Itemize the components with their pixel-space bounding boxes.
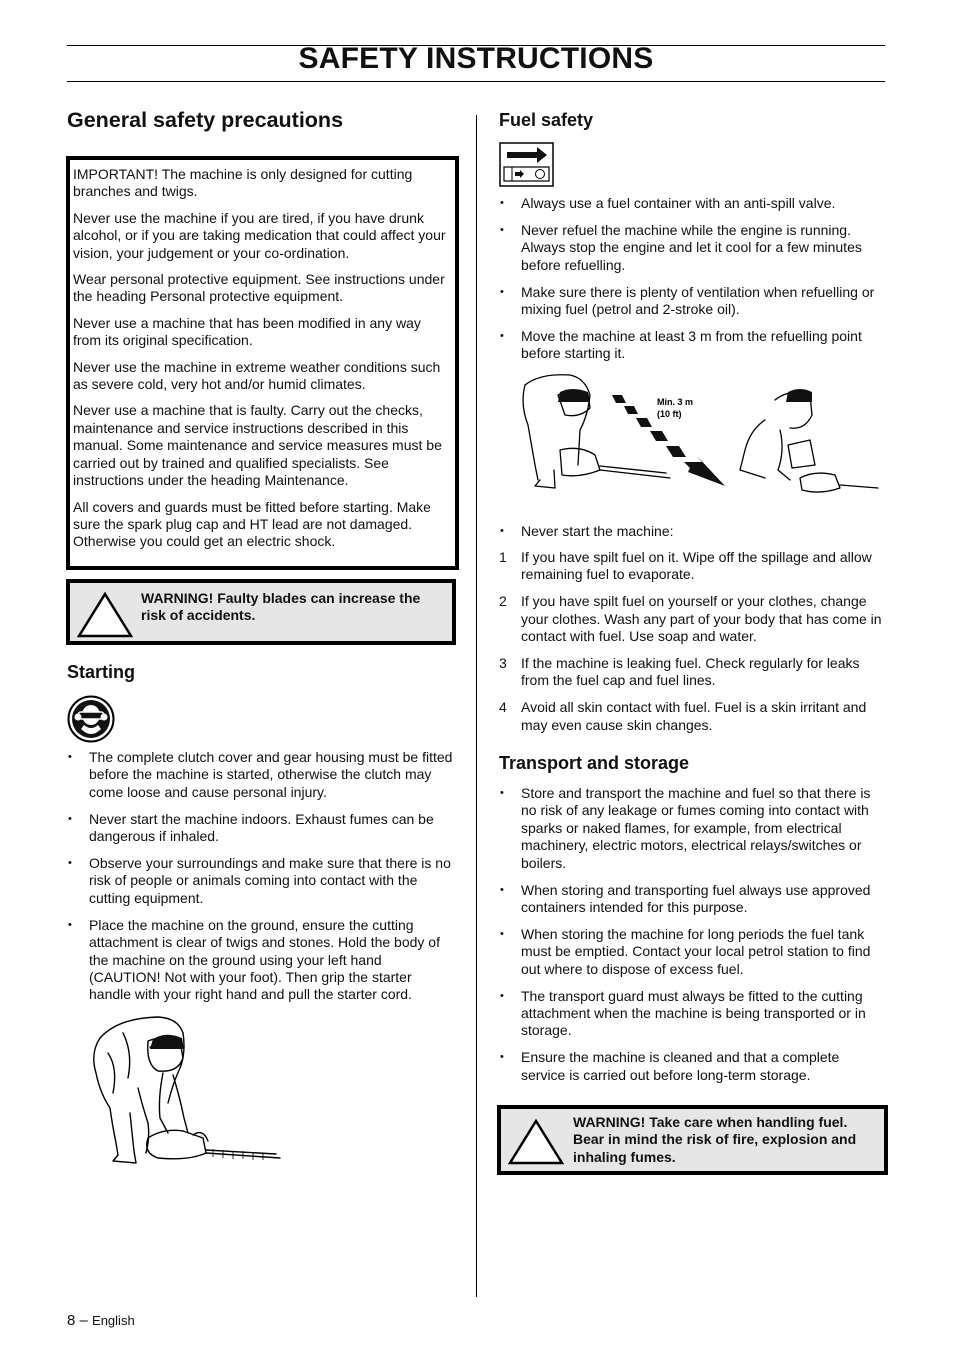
never-start-numbered-list <box>499 549 887 744</box>
list-item: 3 If the machine is leaking fuel. Check regularly for leaks from the fuel cap and fuel lines. <box>499 655 860 689</box>
list-item: • Place the machine on the ground, ensure the cutting attachment is clear of twigs and stones. Hold the body of the machine on the ground using your left hand (CAUTION! Not with your foot). Then grip the starter handle with your right hand and pull the starter cord. <box>68 916 440 1003</box>
list-item: • Never start the machine: <box>500 523 674 539</box>
important-paragraph: Never use the machine in extreme weather conditions such as severe cold, very hot and/or humid climates. <box>73 358 441 393</box>
list-item: 1 If you have spilt fuel on it. Wipe off the spillage and allow remaining fuel to evaporate. <box>499 549 872 583</box>
move-before-start-icon <box>499 142 554 187</box>
never-start-list <box>499 523 887 550</box>
list-item: 2 If you have spilt fuel on yourself or your clothes, change your clothes. Wash any part of your body that has come in contact with fuel. Use soap and water. <box>499 593 882 645</box>
page-number: 8 <box>67 1312 76 1329</box>
face-protection-icon <box>67 695 115 743</box>
important-notice-box <box>66 156 459 570</box>
list-item: • Ensure the machine is cleaned and that a complete service is carried out before long-term storage. <box>500 1049 840 1083</box>
list-item: • Observe your surroundings and make sure that there is no risk of people or animals coming into contact with the cutting equipment. <box>68 855 451 906</box>
page-title: SAFETY INSTRUCTIONS <box>298 42 654 75</box>
important-paragraph: Wear personal protective equipment. See instructions under the heading Personal protective equipment. <box>73 271 445 305</box>
important-paragraph: Never use the machine if you are tired, if you have drunk alcohol, or if you are taking medication that could affect your vision, your judgement or your co-ordination. <box>73 209 446 261</box>
page-footer <box>67 1312 135 1329</box>
important-paragraph: Never use a machine that is faulty. Carry out the checks, maintenance and service instructions described in this manual. Some maintenance and service measures must be carried out by trained and qualified specialists. See instructions under the heading Maintenance. <box>73 402 442 489</box>
fuel-safety-heading: Fuel safety <box>499 110 594 130</box>
list-item: • The complete clutch cover and gear housing must be fitted before the machine is started, otherwise the clutch may come loose and cause personal injury. <box>68 749 453 800</box>
important-paragraph: All covers and guards must be fitted before starting. Make sure the spark plug cap and HT lead are not damaged. Otherwise you could get an electric shock. <box>73 498 431 550</box>
general-safety-heading: General safety precautions <box>67 108 344 132</box>
list-item: • When storing and transporting fuel always use approved containers intended for this purpose. <box>500 881 871 915</box>
min-distance-label: Min. 3 m <box>657 397 694 407</box>
list-item: • Never refuel the machine while the engine is running. Always stop the engine and let it cool for a few minutes before refuelling. <box>500 221 862 273</box>
warning-triangle-icon <box>76 591 134 639</box>
list-item: • Move the machine at least 3 m from the refuelling point before starting it. <box>500 327 862 362</box>
important-paragraph: IMPORTANT! The machine is only designed for cutting branches and twigs. <box>73 166 413 200</box>
list-item: 4 Avoid all skin contact with fuel. Fuel is a skin irritant and may even cause skin changes. <box>499 699 867 733</box>
min-distance-feet-label: (10 ft) <box>657 409 682 419</box>
starting-bullet-list <box>67 749 455 1013</box>
warning-fuel-text: WARNING! Take care when handling fuel. Bear in mind the risk of fire, explosion and inhaling fumes. <box>573 1114 857 1165</box>
list-item: • Make sure there is plenty of ventilation when refuelling or mixing fuel (petrol and 2-stroke oil). <box>500 283 875 318</box>
starting-heading: Starting <box>67 662 136 682</box>
list-item: • Never start the machine indoors. Exhaust fumes can be dangerous if inhaled. <box>68 810 434 845</box>
list-item: • Store and transport the machine and fuel so that there is no risk of any leakage or fumes coming into contact with sparks or naked flames, for example, from electrical machinery, electric motors, electrical relays/switches or boilers. <box>500 785 871 871</box>
refuelling-distance-illustration <box>520 370 880 502</box>
warning-triangle-icon <box>507 1118 565 1166</box>
fuel-bullet-list <box>499 195 887 372</box>
column-divider <box>476 115 477 1297</box>
footer-language: English <box>92 1313 135 1328</box>
warning-fuel-box <box>497 1105 888 1175</box>
starting-machine-illustration <box>88 1013 283 1168</box>
important-paragraph: Never use a machine that has been modified in any way from its original specification. <box>73 314 421 349</box>
list-item: • When storing the machine for long periods the fuel tank must be emptied. Contact your local petrol station to find out where to dispose of excess fuel. <box>500 925 871 977</box>
transport-bullet-list <box>499 785 887 1094</box>
transport-storage-heading: Transport and storage <box>499 753 690 773</box>
list-item: • The transport guard must always be fitted to the cutting attachment when the machine is being transported or in storage. <box>500 987 866 1039</box>
warning-blades-text: WARNING! Faulty blades can increase the risk of accidents. <box>141 590 421 624</box>
warning-blades-box <box>66 579 456 645</box>
list-item: • Always use a fuel container with an anti-spill valve. <box>500 195 836 211</box>
header-bottom-rule <box>67 81 885 82</box>
footer-dash: – <box>79 1312 88 1329</box>
